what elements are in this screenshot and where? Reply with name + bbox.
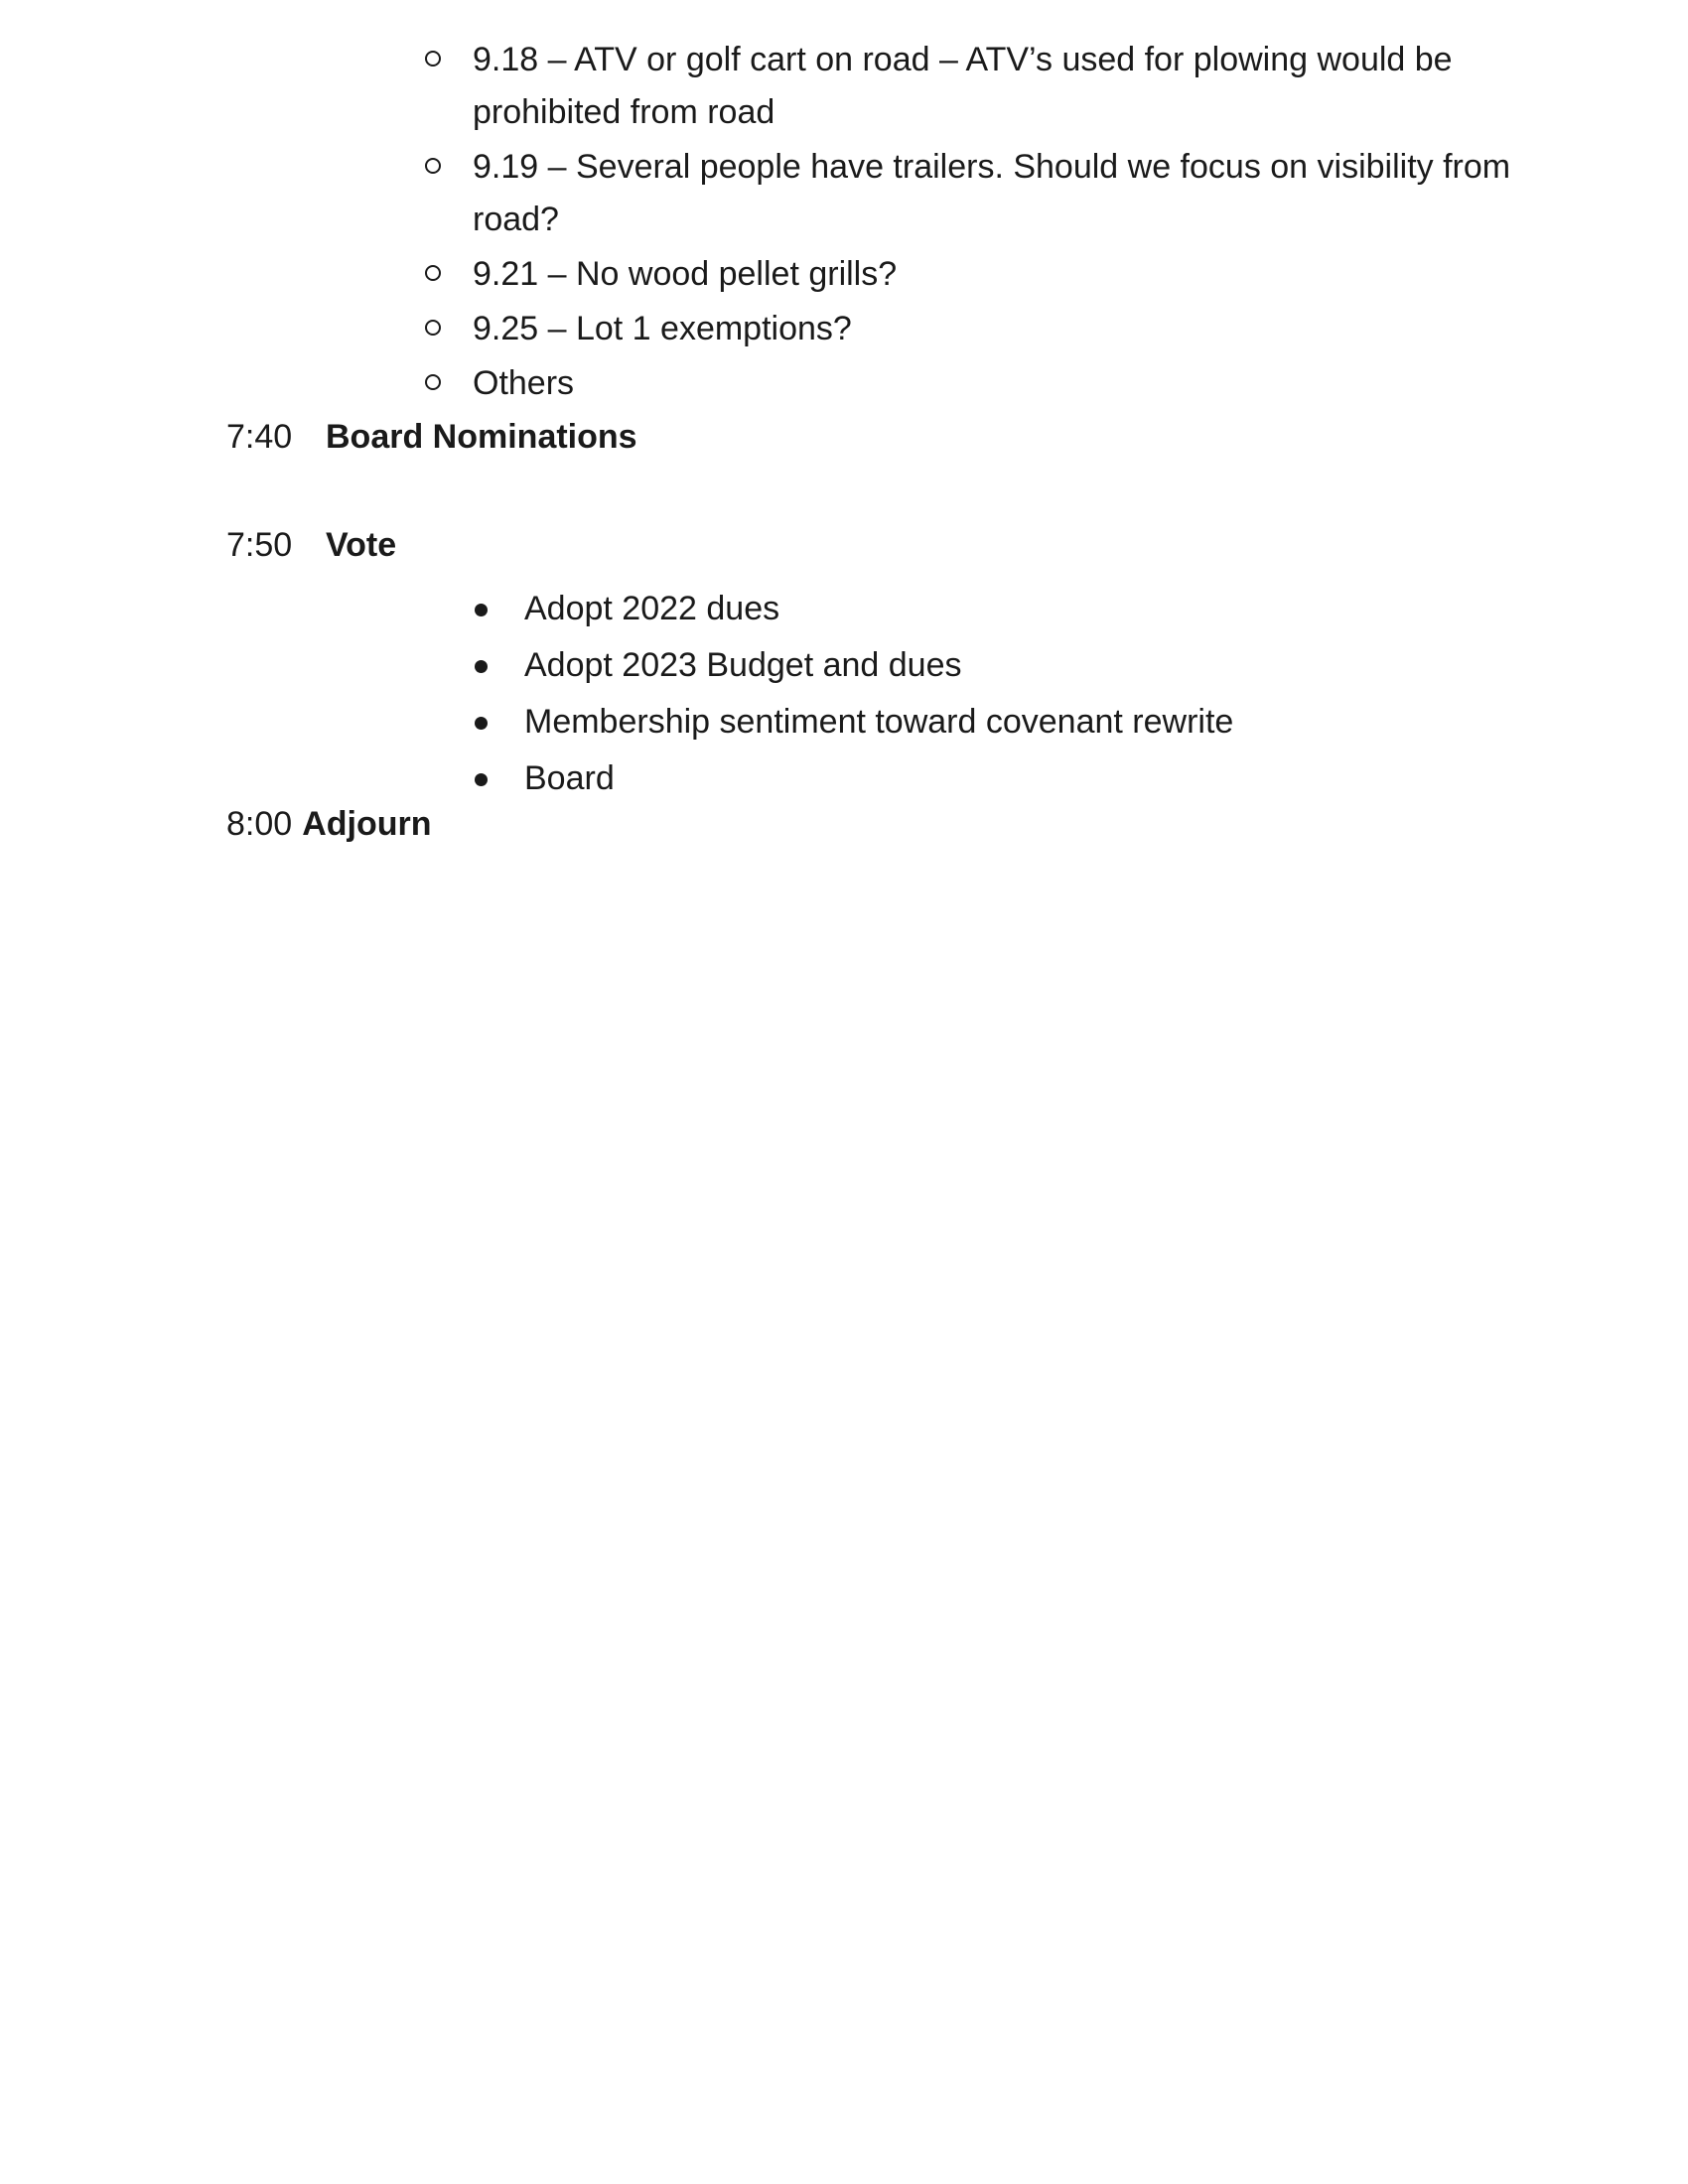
- agenda-time: 8:00: [226, 805, 293, 843]
- agenda-time: 7:40: [226, 418, 293, 456]
- agenda-time: 7:50: [226, 526, 293, 564]
- list-item: [475, 751, 1233, 807]
- hollow-circle-bullet-icon: [425, 320, 441, 336]
- list-item-text: 9.18 – ATV or golf cart on road – ATV’s used for plowing would be prohibited from road: [473, 41, 1453, 131]
- agenda-title: Board Nominations: [326, 418, 637, 456]
- list-item: [475, 694, 1233, 751]
- list-item-text: Membership sentiment toward covenant rewrite: [524, 703, 1234, 741]
- agenda-item-vote: [226, 523, 396, 567]
- agenda-item-board-nominations: [226, 415, 637, 459]
- filled-bullet-icon: [475, 717, 488, 730]
- agenda-title: Vote: [326, 526, 397, 564]
- hollow-circle-bullet-icon: [425, 51, 441, 67]
- hollow-circle-bullet-icon: [425, 374, 441, 390]
- agenda-item-adjourn: [226, 802, 432, 846]
- list-item-text: Board: [524, 759, 615, 797]
- hollow-circle-bullet-icon: [425, 265, 441, 281]
- list-item: [475, 637, 1233, 694]
- filled-bullet-icon: [475, 660, 488, 673]
- list-item: [425, 303, 1547, 355]
- list-item: [425, 141, 1547, 246]
- hollow-circle-bullet-icon: [425, 158, 441, 174]
- list-item-text: 9.25 – Lot 1 exemptions?: [473, 310, 852, 347]
- list-item: [425, 357, 1547, 410]
- vote-items-list: [475, 581, 1233, 807]
- list-item-text: 9.21 – No wood pellet grills?: [473, 255, 898, 293]
- filled-bullet-icon: [475, 773, 488, 786]
- list-item-text: Adopt 2022 dues: [524, 590, 780, 627]
- list-item: [425, 34, 1547, 139]
- filled-bullet-icon: [475, 604, 488, 616]
- agenda-title: Adjourn: [302, 805, 432, 843]
- list-item-text: Others: [473, 364, 575, 402]
- list-item: [475, 581, 1233, 637]
- list-item-text: 9.19 – Several people have trailers. Should we focus on visibility from road?: [473, 148, 1511, 238]
- list-item-text: Adopt 2023 Budget and dues: [524, 646, 962, 684]
- list-item: [425, 248, 1547, 301]
- covenant-sub-items-list: [425, 34, 1547, 412]
